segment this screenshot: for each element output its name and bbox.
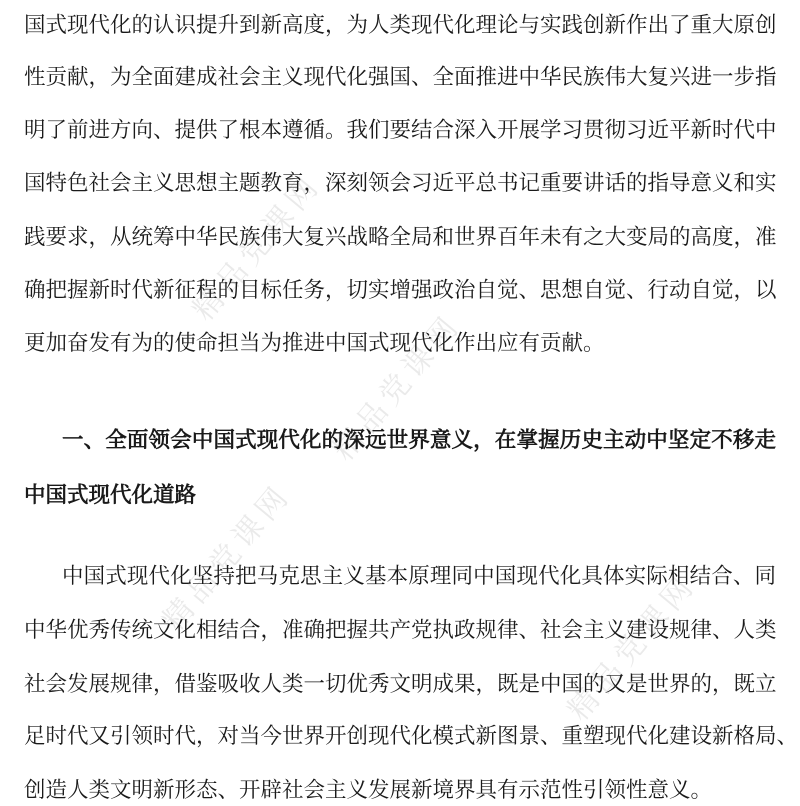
paragraph-line: 明了前进方向、提供了根本遵循。我们要结合深入开展学习贯彻习近平新时代中 <box>24 118 777 143</box>
paragraph-line: 足时代又引领时代，对当今世界开创现代化模式新图景、重塑现代化建设新格局、 <box>24 724 799 749</box>
paragraph-line: 中华优秀传统文化相结合，准确把握共产党执政规律、社会主义建设规律、人类 <box>24 618 777 643</box>
watermark-text: 精品党课网 <box>326 307 469 468</box>
paragraph-line: 国特色社会主义思想主题教育，深刻领会习近平总书记重要讲话的指导意义和实 <box>24 171 777 196</box>
section-heading: 中国式现代化道路 <box>24 483 197 508</box>
watermark-text: 精品党课网 <box>156 477 299 638</box>
section-heading: 一、全面领会中国式现代化的深远世界意义，在掌握历史主动中坚定不移走 <box>62 428 776 453</box>
paragraph-line: 中国式现代化坚持把马克思主义基本原理同中国现代化具体实际相结合、同 <box>62 564 776 589</box>
paragraph-line: 践要求，从统筹中华民族伟大复兴战略全局和世界百年未有之大变局的高度，准 <box>24 225 777 250</box>
paragraph-line: 性贡献，为全面建成社会主义现代化强国、全面推进中华民族伟大复兴进一步指 <box>24 65 777 90</box>
watermark-text: 精品党课网 <box>186 167 329 328</box>
paragraph-line: 社会发展规律，借鉴吸收人类一切优秀文明成果，既是中国的又是世界的，既立 <box>24 672 777 697</box>
paragraph-line: 国式现代化的认识提升到新高度，为人类现代化理论与实践创新作出了重大原创 <box>24 13 777 38</box>
paragraph-line: 创造人类文明新形态、开辟社会主义发展新境界具有示范性引领性意义。 <box>24 778 713 803</box>
paragraph-line: 更加奋发有为的使命担当为推进中国式现代化作出应有贡献。 <box>24 331 605 356</box>
watermark-text: 精品党课网 <box>561 567 704 728</box>
paragraph-line: 确把握新时代新征程的目标任务，切实增强政治自觉、思想自觉、行动自觉，以 <box>24 278 777 303</box>
